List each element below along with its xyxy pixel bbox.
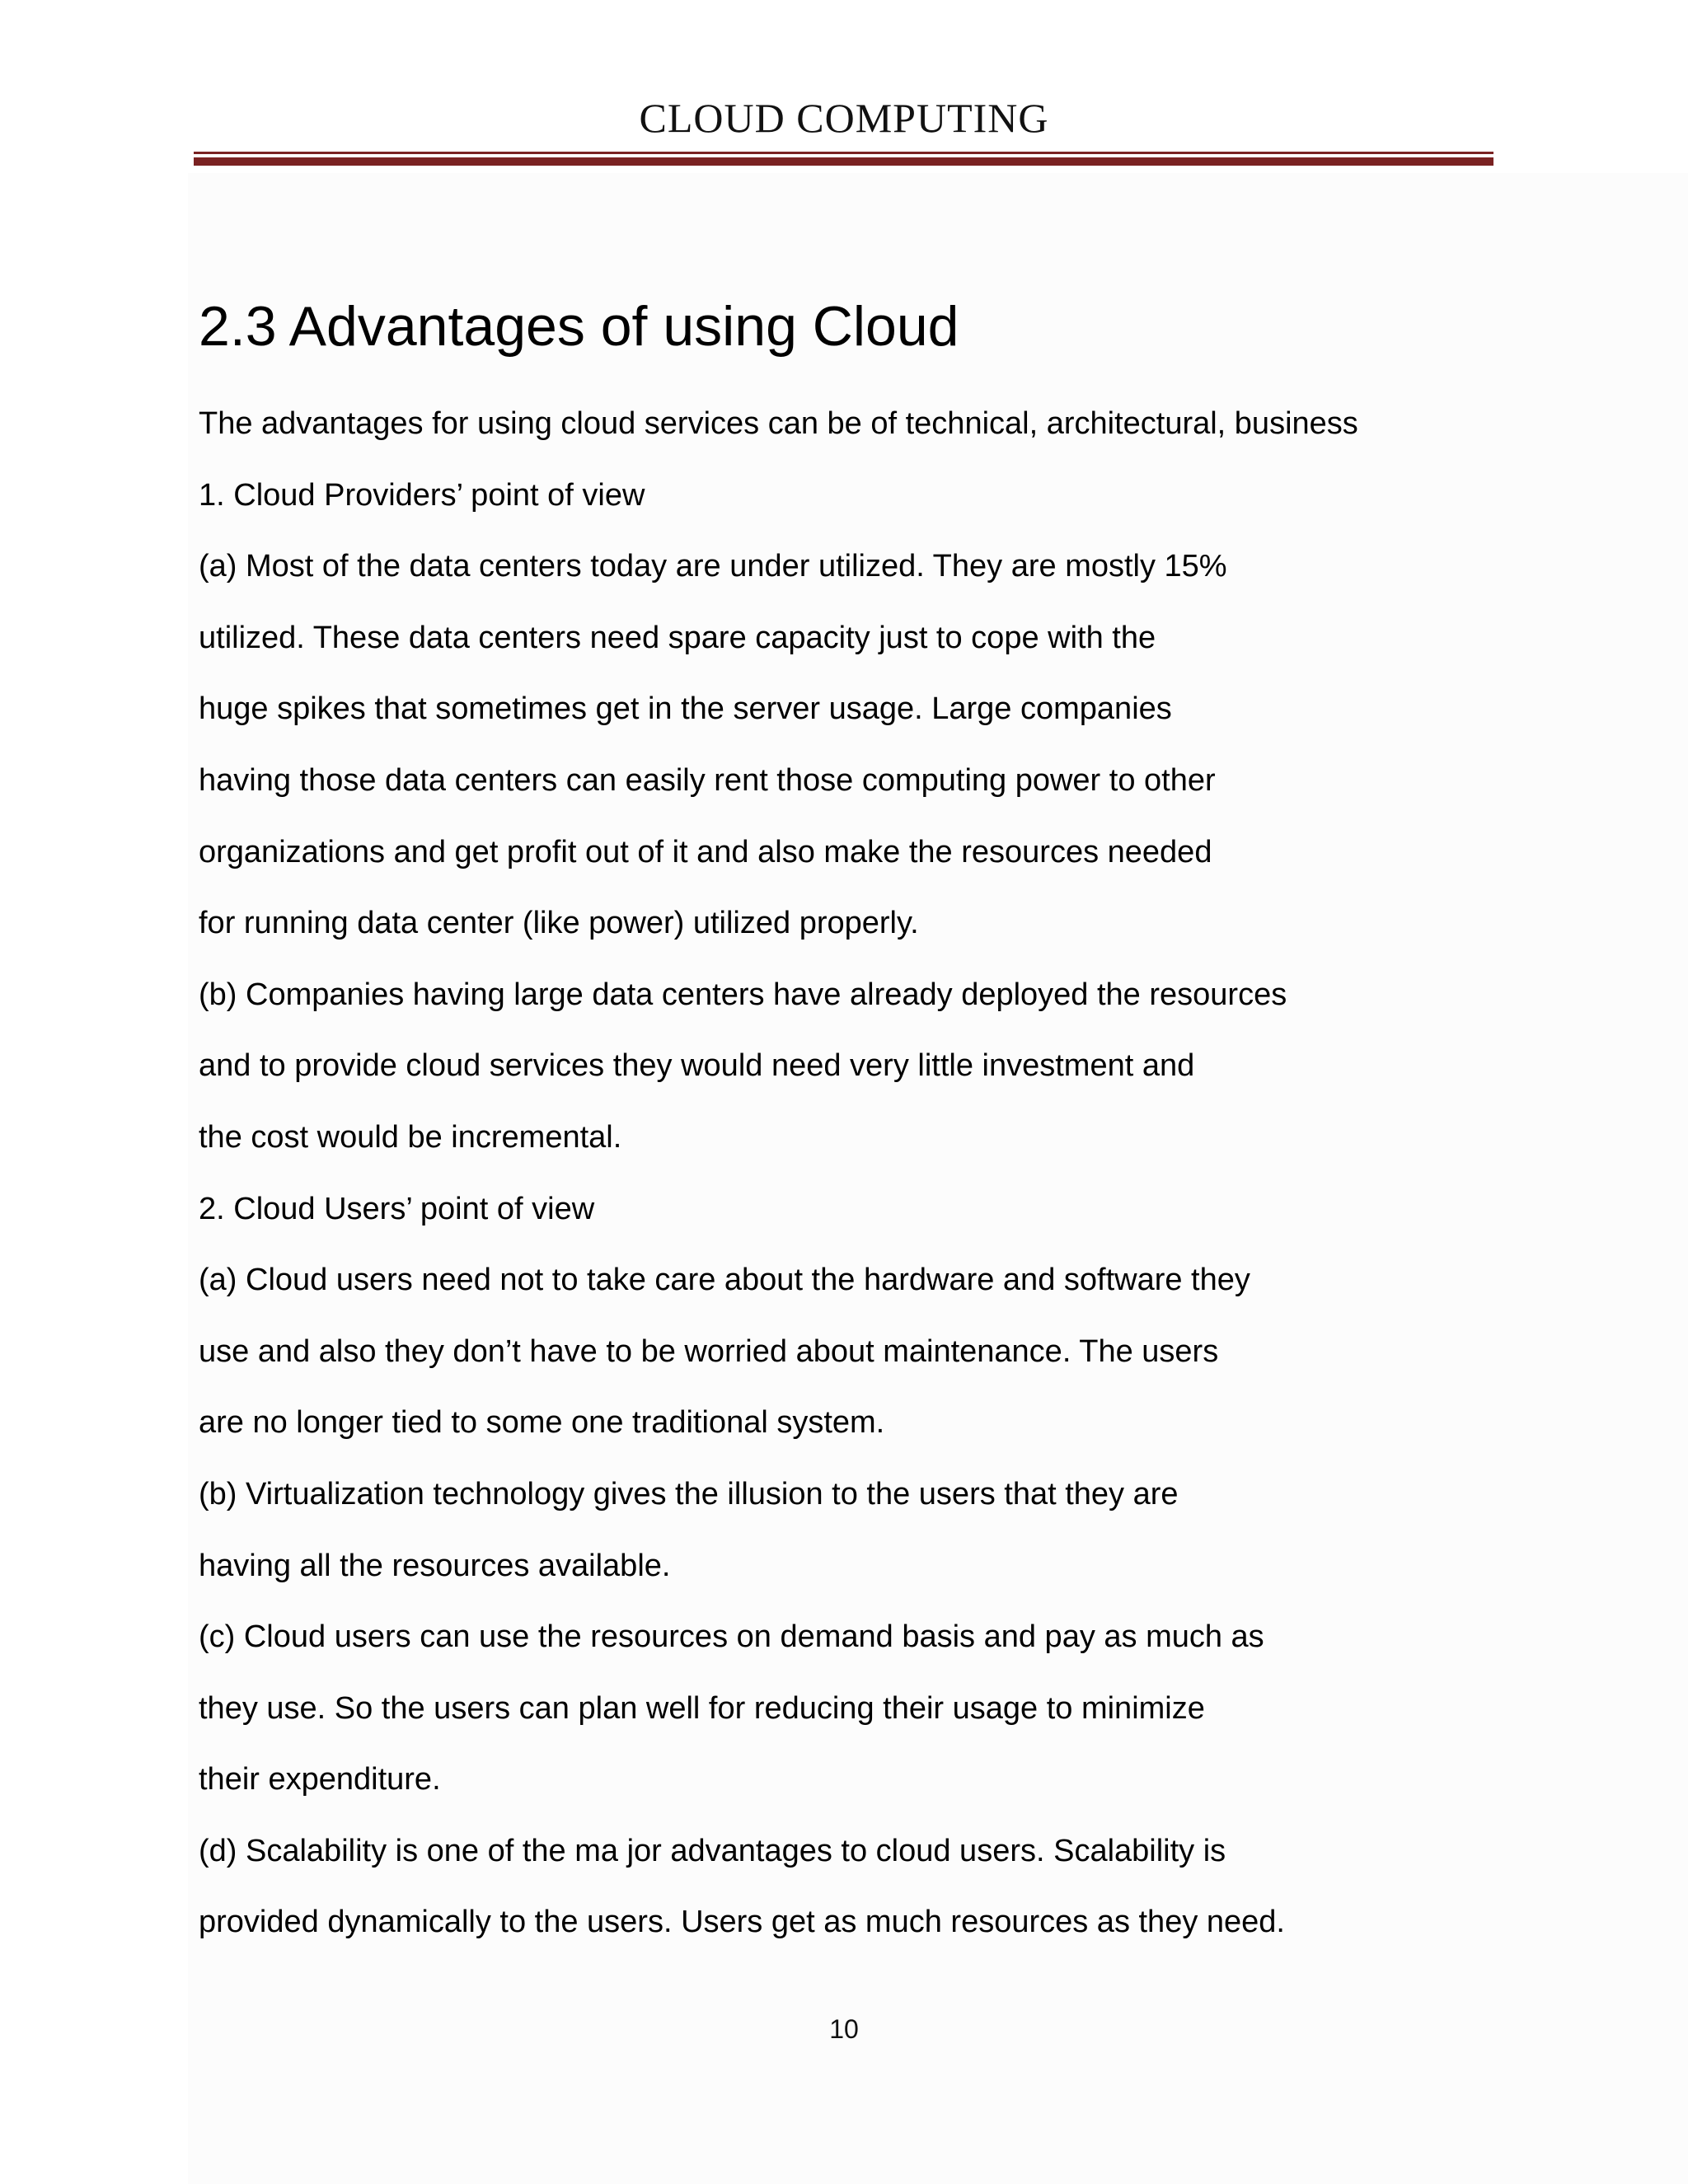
body-line: 2. Cloud Users’ point of view <box>199 1191 595 1226</box>
body-line: and to provide cloud services they would need very little investment and <box>199 1048 1195 1084</box>
body-line: their expenditure. <box>199 1762 441 1797</box>
body-line: (d) Scalability is one of the ma jor advantages to cloud users. Scalability is <box>199 1833 1226 1868</box>
body-line: use and also they don’t have to be worried about maintenance. The users <box>199 1333 1219 1369</box>
header-rule-thick <box>194 157 1493 166</box>
section-heading: 2.3 Advantages of using Cloud <box>199 295 959 358</box>
body-line: having all the resources available. <box>199 1548 671 1583</box>
body-line: having those data centers can easily rent those computing power to other <box>199 762 1216 798</box>
body-line: for running data center (like power) utilized properly. <box>199 906 919 941</box>
body-line: The advantages for using cloud services can be of technical, architectural, business <box>199 406 1358 441</box>
page-number: 10 <box>829 2014 859 2044</box>
body-line: organizations and get profit out of it and also make the resources needed <box>199 834 1212 869</box>
body-line: they use. So the users can plan well for reducing their usage to minimize <box>199 1690 1205 1726</box>
body-line: (c) Cloud users can use the resources on demand basis and pay as much as <box>199 1619 1264 1655</box>
running-header-title: CLOUD COMPUTING <box>639 95 1049 141</box>
body-line: (a) Most of the data centers today are under utilized. They are mostly 15% <box>199 549 1227 584</box>
body-line: the cost would be incremental. <box>199 1119 622 1155</box>
body-line: are no longer tied to some one traditional system. <box>199 1405 885 1441</box>
body-line: (a) Cloud users need not to take care about the hardware and software they <box>199 1263 1250 1298</box>
body-line: utilized. These data centers need spare capacity just to cope with the <box>199 620 1156 655</box>
body-line: 1. Cloud Providers’ point of view <box>199 477 645 513</box>
body-line: provided dynamically to the users. Users get as much resources as they need. <box>199 1905 1285 1940</box>
body-line: (b) Companies having large data centers have already deployed the resources <box>199 977 1287 1012</box>
header-rule-thin <box>194 152 1493 154</box>
section-body <box>199 401 1517 1971</box>
body-line: huge spikes that sometimes get in the server usage. Large companies <box>199 691 1172 727</box>
body-line: (b) Virtualization technology gives the illusion to the users that they are <box>199 1476 1179 1511</box>
